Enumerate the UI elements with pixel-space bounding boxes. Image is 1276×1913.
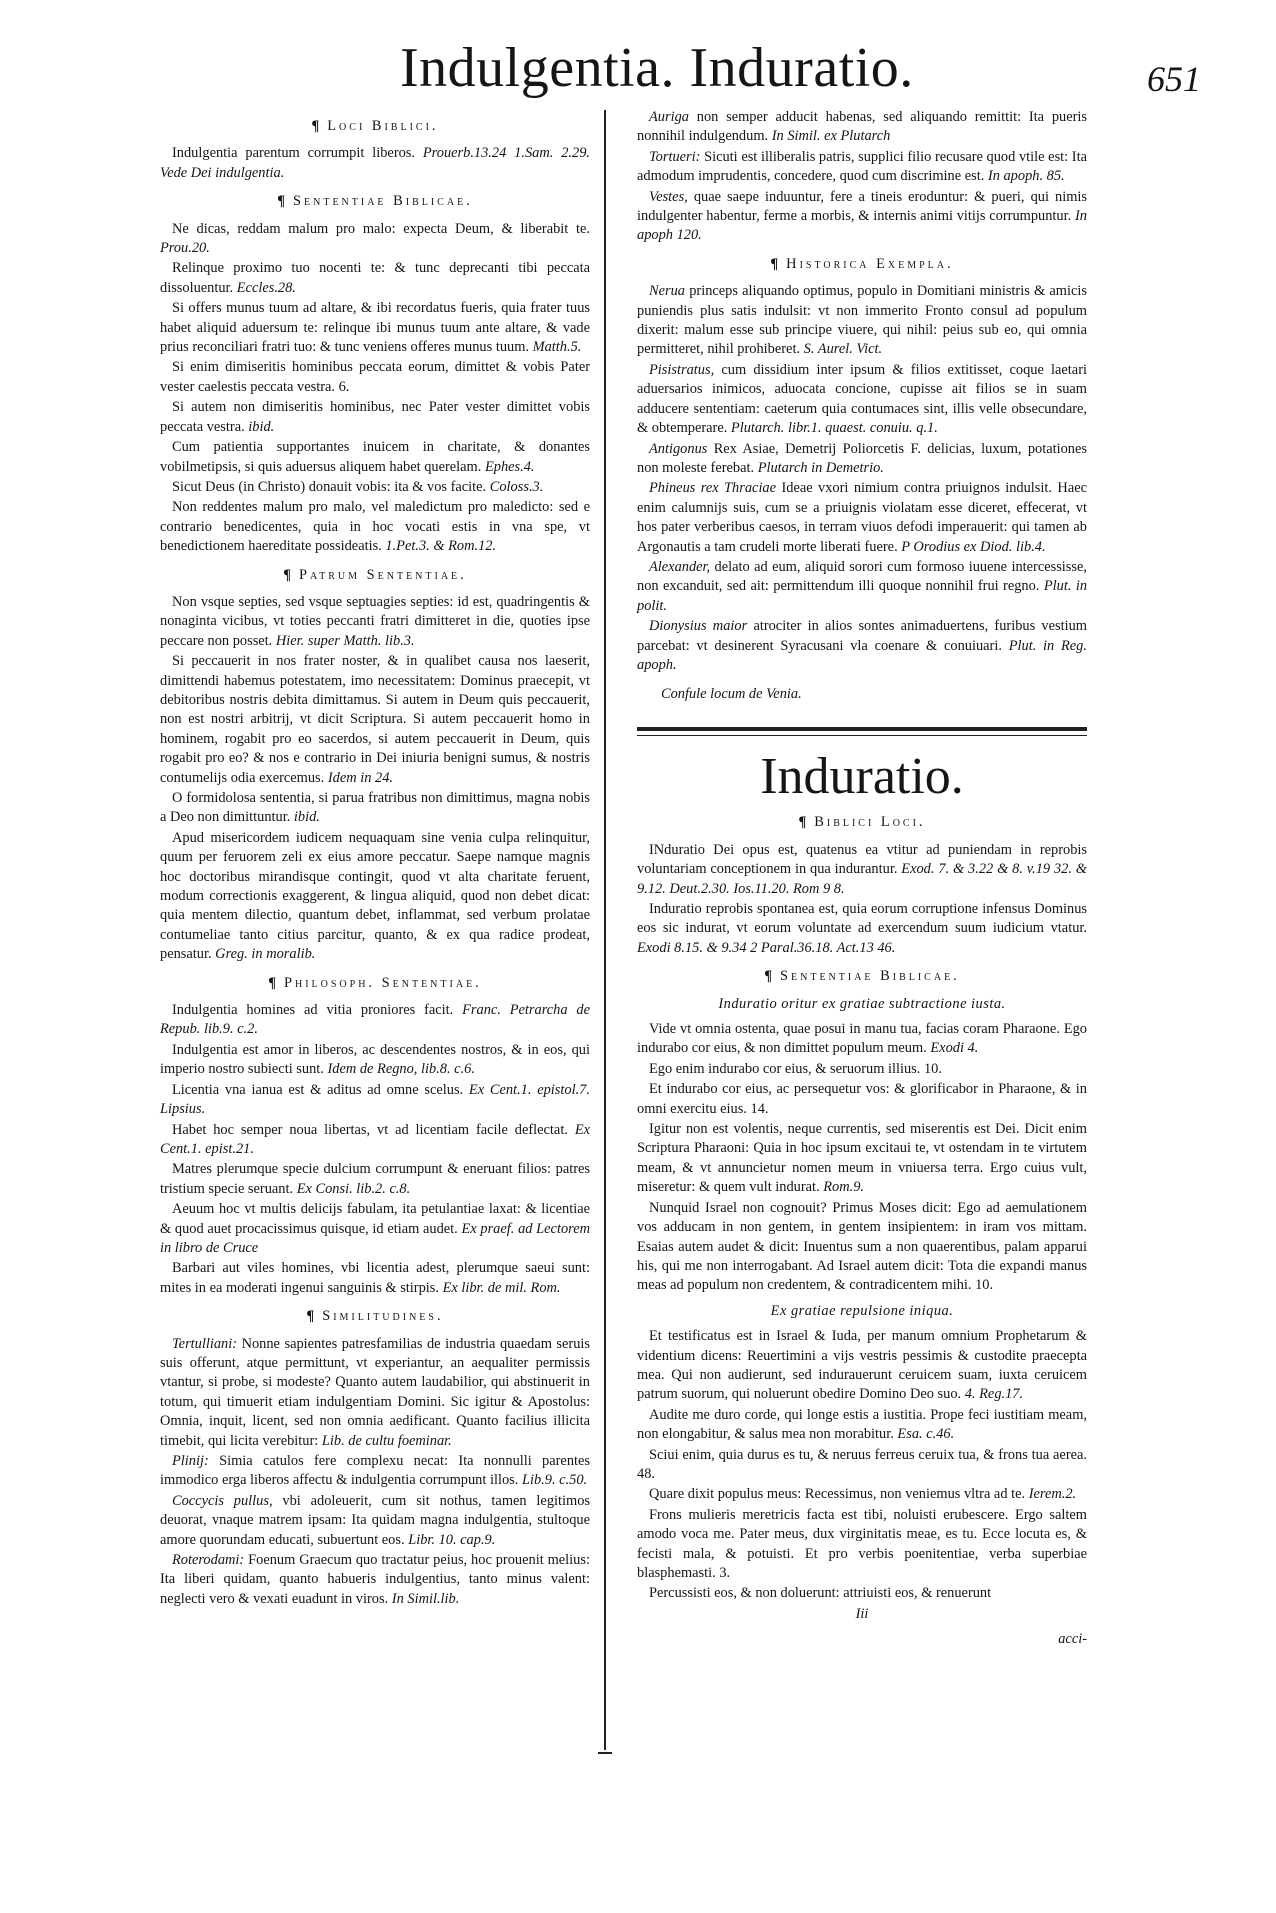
section-heading [637,255,1087,274]
entry [637,617,1087,675]
entry [637,1120,1087,1198]
section-heading [160,1307,590,1326]
entry-reference: S. Aurel. Vict. [803,341,883,358]
entry-text: Quare dixit populus meus: Recessimus, non veniemus vltra ad te. [649,1486,1026,1503]
entry-lead: Antigonus [649,440,708,457]
entry [160,498,590,556]
entry-text: INduratio Dei opus est, quatenus ea vtitur ad puniendam in reprobis voluntariam conceptionem in qua indurantur. [637,841,1087,878]
entry [160,1081,590,1120]
entry-reference: Plut. in Reg. apoph. [637,637,1087,673]
entry [637,1020,1087,1059]
entry-reference: Esa. c.46. [897,1426,955,1443]
entry-lead: Vestes, [649,188,688,205]
entry-lead: Plinij: [172,1453,209,1469]
section-divider-thin [637,735,1087,736]
entry-reference: In Simil. ex Plutarch [771,128,891,145]
section-heading [637,813,1087,832]
entry-reference: Coloss.3. [489,478,544,495]
section-heading-text: Induratio oritur ex gratiae subtractione iusta. [718,995,1006,1012]
entry-reference: Plutarch in Demetrio. [757,459,884,476]
entry-reference: Ex praef. ad Lectorem in libro de Cruce [160,1220,590,1256]
entry-text: Matres plerumque specie dulcium corrumpunt & eneruant filios: patres tristium specie seruant. [160,1161,590,1197]
entry-reference: Ex Consi. lib.2. c.8. [296,1180,411,1197]
entry [637,841,1087,899]
entry [160,1001,590,1040]
entry-lead: Coccycis pullus, [172,1492,273,1509]
entry [160,299,590,357]
entry-reference: Ierem.2. [1028,1486,1077,1503]
entry-text: Percussisti eos, & non doluerunt: attriuisti eos, & renuerunt [649,1585,992,1602]
entry-reference: Greg. in moralib. [215,946,316,963]
entry-text: Indulgentia est amor in liberos, ac descendentes nostros, & in eos, qui imperio nostro subiecti sunt. [160,1041,590,1078]
entry-text: Et indurabo cor eius, ac persequetur vos: & glorificabor in Pharaone, & in omni exercitu eius. 14. [637,1081,1087,1117]
entry-text: Si autem non dimiseritis hominibus, nec Pater vester dimittet vobis peccata vestra. [160,399,590,435]
induratio-section [637,813,1087,1603]
column-rule-end [598,1742,612,1754]
entry [160,438,590,477]
entry-text: Sicut Deus (in Christo) donauit vobis: ita & vos facite. [172,478,487,495]
entry-reference: Hier. super Matth. lib.3. [275,632,415,649]
entry [160,789,590,828]
entry-reference: Plutarch. libr.1. quaest. conuiu. q.1. [730,420,938,437]
entry-lead: Auriga [649,109,689,125]
entry-text: Nunquid Israel non cognouit? Primus Moses dicit: Ego ad aemulationem vos adducam in non gentem, in gentem insipientem: in iram vos mittam. Esaias autem audet & dicit: Inuentus sum a non quaerentibus, palam apparui his, qui me non interrogabant. Ad Israel autem dicit: Tota die expandi manus meas ad populum non credentem, & contradicentem mihi. 10. [637,1199,1087,1294]
entry-lead: Phineus rex Thraciae [649,480,777,497]
entry-text: Vide vt omnia ostenta, quae posui in manu tua, facias coram Pharaone. Ego indurabo cor eius, & non dimittet populum meum. [637,1021,1087,1057]
entry-reference: Eccles.28. [236,279,296,296]
entry-reference: Exodi 4. [930,1040,979,1057]
entry [160,1041,590,1080]
section-heading-text: Sententiae Biblicae. [293,193,473,210]
entry [637,1446,1087,1485]
entry-lead: Alexander, [649,558,711,575]
similitudines-continued [637,108,1087,246]
entry-reference: Lib. de cultu foeminar. [321,1432,452,1449]
entry [160,1452,590,1491]
entry-text: Si offers munus tuum ad altare, & ibi recordatus fueris, quia frater tuus habet aliquid aduersum te: relinque ibi munus tuum ante altare, & vade prius reconciliari fratri tuo: & tunc veniens offeres munus tuum. [160,300,590,356]
entry [160,1160,590,1199]
entry [637,1199,1087,1296]
entry-text: Frons mulieris meretricis facta est tibi, noluisti erubescere. Ergo saltem amodo voca me. Pater meus, dux virginitatis meae, es tu. Ecce locuta es, & fecisti mala, & potuisti. Et pro verbis poenitentiae, verba superbiae blasphemasti. 3. [637,1506,1087,1581]
entry-reference: Exod. 7. & 3.22 & 8. v.19 32. & 9.12. Deut.2.30. Ios.11.20. Rom 9 8. [637,861,1087,897]
pilcrow-mark: ¶ [770,255,779,272]
entry-reference: In Simil.lib. [391,1590,460,1607]
page-number: 651 [1147,59,1201,99]
entry-text: Nonne sapientes patresfamilias de industria quaedam seruis suis offerunt, atque permittunt, vt experiantur, an aequaliter permissis vtantur, si probe, si modeste? Quanto autem laudabilior, qui abstinuerit in totum, qui timuerit etiam indulgentiam Domini. Sic igitur & Apostolus: Omnia, inquit, licent, sed non omnia aedificant. Quanto facilius illicita timebit, qui licita verebitur: [160,1335,590,1449]
entry-reference: Ephes.4. [484,458,535,475]
right-column [637,108,1087,1650]
entry-text: Foenum Graecum quo tractatur peius, hoc prouenit melius: Ita liberi quidam, quanto habueris indulgentius, tanto minus valent: neglecti vero & vexati euadunt in viros. [160,1552,590,1607]
entry [637,1080,1087,1119]
entry-reference: 1.Pet.3. & Rom.12. [385,538,497,555]
entry [160,1259,590,1298]
entry-reference: Idem in 24. [327,769,394,786]
entry-text: Sicuti est illiberalis patris, supplici filio recusare quod vtile est: Ita admodum imprudentis, concedere, quod cum discrimine est. [637,148,1087,185]
entry-text: Sciui enim, quia durus es tu, & neruus ferreus ceruix tua, & frons tua aerea. 48. [637,1446,1087,1482]
entry-text: Simia catulos fere complexu necat: Ita nonnulli parentes immodico erga liberos affectu & indulgentia corrumpunt illos. [160,1453,590,1489]
entry [160,259,590,298]
entry-reference: In apoph. 85. [987,168,1065,185]
entry-text: Rex Asiae, Demetrij Poliorcetis F. delicias, luxum, potationes non moleste ferebat. [637,440,1087,476]
entry [637,148,1087,187]
entry-lead: Roterodami: [172,1552,245,1569]
entry-text: Aeuum hoc vt multis delicijs fabulam, ita petulantiae laxat: & licentiae & quod auet procacissimus quisque, id etiam audet. [160,1201,590,1237]
entry [160,1121,590,1160]
entry [160,398,590,437]
entry [637,1060,1087,1079]
entry [637,361,1087,439]
entry [637,1485,1087,1504]
entry [637,479,1087,557]
section-divider [637,727,1087,731]
entry-text: delato ad eum, aliquid sorori cum formoso iuuene intercessisse, non excanduit, sed ait: permittendum illi quoque nonnihil frui regno. [637,558,1087,595]
entry [637,1506,1087,1584]
entry [160,829,590,965]
entry-text: Induratio reprobis spontanea est, quia eorum corruptione infensus Dominus eos sic indurat, vt eorum voluntate ad exercendum suum iudicium vtatur. [637,901,1087,937]
entry-reference: Rom.9. [823,1179,865,1196]
entry [637,1327,1087,1405]
entry-reference: Libr. 10. cap.9. [408,1531,496,1548]
entry [637,900,1087,958]
section-heading [160,192,590,211]
column-rule [604,110,606,1750]
entry-text: Igitur non est volentis, neque currentis, sed miserentis est Dei. Dicit enim Scriptura Pharaoni: Quia in hoc ipsum excitaui te, vt ostendam in te virtutem meam, & vt annuncietur nomen meum in vniuersa terra. Ergo cuius vult, miseretur: & quem vult indurat. [637,1121,1087,1196]
entry-text: atrociter in alios sontes animaduertens, furibus vestium parcebat: vt desinerent Syracusani vla coenare & conuiuari. [637,618,1087,654]
section-heading [637,1302,1087,1321]
entry [160,220,590,259]
entry-text: O formidolosa sententia, si parua fratribus non dimittimus, magna nobis a Deo non dimittuntur. [160,790,590,826]
entry [160,1551,590,1609]
entry [637,558,1087,616]
section-heading [160,974,590,993]
entry [637,440,1087,479]
entry [160,593,590,651]
entry-reference: Lib.9. c.50. [521,1472,588,1489]
entry-text: princeps aliquando optimus, populo in Domitiani ministris & amicis puniendis plus satis indulsit: vt non immerito Fronto consul ad populum dixerit: malum esse sub principe viuere, qui nihil: peius sub eo, qui omnia permitteret, nihil prohiberet. [637,283,1087,358]
entry-text: cum dissidium inter ipsum & filios extitisset, coque laetari aduersarios inimicos, aduocata concione, cupisse ait filios se in suam adducere sententiam: caeterum quia contumaces sint, illis velle obsecundare, & obtemperare. [637,361,1087,437]
historica-exempla-section [637,255,1087,676]
entry-reference: Ex Cent.1. epistol.7. Lipsius. [160,1081,590,1118]
entry [637,188,1087,246]
left-column [160,108,590,1610]
entry-lead: Pisistratus, [649,361,715,378]
entry [637,1584,1087,1603]
entry-reference: Ex libr. de mil. Rom. [442,1279,561,1296]
section-heading [160,566,590,585]
running-head: Indulgentia. Induratio. [400,37,914,99]
entry [160,144,590,183]
entry-text: Ne dicas, reddam malum pro malo: expecta Deum, & liberabit te. [172,220,590,237]
entry-text: Relinque proximo tuo nocenti te: & tunc deprecanti tibi peccata dissoluentur. [160,260,590,296]
entry-reference: Prouerb.13.24 1.Sam. 2.29. Vede Dei indulgentia. [160,145,590,181]
entry-text: Si peccauerit in nos frater noster, & in qualibet causa nos laeserit, dimittendi habemus potestatem, imo necessitatem: Dominus praecepit, vt debitoribus nostris debita dimittamus. Si autem in Deum quis peccauerit, non est nostri arbitrij, vt dicit Scriptura. Si autem peccauerit homo in hominem, rogabit pro eo sacerdos, si autem peccauerit in Deum, quis rogabit pro eo? & nos e contrario in Dei iniuria benigni sumus, & nostris contumelijs odia exercemus. [160,653,590,786]
entry-reference: ibid. [293,809,320,826]
entry-text: quae saepe induuntur, fere a tineis eroduntur: & pueri, qui nimis indulgenter habentur, ferme a morbis, & internis animi vitijs corrumpuntur. [637,188,1087,225]
section-heading [637,995,1087,1014]
entry-reference: ibid. [248,418,275,435]
entry-reference: In apoph 120. [637,208,1087,244]
section-heading-text: Loci Biblici. [327,118,439,134]
entry [637,282,1087,360]
entry-text: Indulgentia homines ad vitia proniores facit. [172,1002,454,1019]
entry-text: Ideae vxori nimium contra priuignos indulsit. Haec enim calumnijs suis, cum se a priuignis violatam esse diceret, effecerat, vt hos pater verberibus caesos, in terram viuos defodi imperauerit: qui tamen ab Argonautis a tam crudeli morte liberati fuere. [637,480,1087,555]
entry-lead: Tertulliani: [172,1335,238,1352]
entry [160,1335,590,1451]
pilcrow-mark: ¶ [798,814,807,831]
entry-text: Non reddentes malum pro malo, vel maledictum pro maledicto: sed e contrario benedicentes, quia in hoc vocati estis in vna spe, vt benedictionem haereditate possideatis. [160,499,590,555]
section-heading-text: Patrum Sententiae. [299,566,467,583]
entry [637,108,1087,147]
pilcrow-mark: ¶ [277,193,285,210]
section-heading-text: Similitudines. [322,1308,444,1325]
section-heading-text: Sententiae Biblicae. [780,968,960,985]
pilcrow-mark: ¶ [268,974,276,991]
entry [160,652,590,788]
entry-reference: 4. Reg.17. [964,1386,1024,1403]
signature-mark: Iii [855,1605,869,1622]
pilcrow-mark: ¶ [764,968,772,985]
section-title-induratio: Induratio. [760,747,964,805]
cross-reference: Confule locum de Venia. [661,686,802,703]
entry [637,1406,1087,1445]
entry-reference: Matth.5. [532,339,582,356]
entry-text: Licentia vna ianua est & aditus ad omne scelus. [172,1081,464,1098]
entry-text: Ego enim indurabo cor eius, & seruorum illius. 10. [649,1060,942,1077]
entry-reference: Exodi 8.15. & 9.34 2 Paral.36.18. Act.13 46. [637,939,896,956]
entry [160,478,590,497]
entry-text: vbi adoleuerit, cum sit nothus, tamen legitimos deuorat, vnaque matrem ipsam: Ita quidam magna indulgentia, stultoque amore quorundam educati, subuertunt eos. [160,1492,590,1548]
entry-reference: Ex Cent.1. epist.21. [160,1121,590,1157]
entry-reference: Idem de Regno, lib.8. c.6. [327,1061,475,1078]
pilcrow-mark: ¶ [311,118,320,134]
entry-text: Si enim dimiseritis hominibus peccata eorum, dimittet & vobis Pater vester caelestis peccata vestra. 6. [160,359,590,395]
entry-lead: Dionysius maior [649,618,748,635]
section-heading-text: Philosoph. Sententiae. [283,974,482,991]
entry-reference: Franc. Petrarcha de Repub. lib.9. c.2. [160,1002,590,1038]
entry-text: non semper adducit habenas, sed aliquando remittit: Ita pueris nonnihil indulgendum. [637,109,1087,145]
entry-text: Non vsque septies, sed vsque septuagies septies: id est, quadringentis & nonaginta vicibus, vt toties peccanti fratri dimitteret in die, quoties ipse peccare non posset. [160,593,590,649]
entry-reference: Plut. in polit. [637,578,1088,614]
pilcrow-mark: ¶ [283,566,292,583]
entry [160,358,590,397]
entry-text: Apud misericordem iudicem nequaquam sine venia culpa relinquitur, quum per feruorem zeli ex eius amore peccatur. Saepe namque magnis hoc doctoribus mirandisque contingit, quod vt alta charitate feruent, modum correctionis exaggerent, & lingua aliquid, quod non debet dicat: quia mentem dilectio, quantum debet, inflammat, sed verbum prolatae contumeliae tanto citius parcitur, quanto, & ex qua radice prodeat, pensatur. [160,829,590,963]
section-heading-text: Historica Exempla. [786,255,954,272]
section-heading [160,117,590,136]
entry-text: Habet hoc semper noua libertas, vt ad licentiam facile deflectat. [172,1121,568,1138]
section-heading-text: Ex gratiae repulsione iniqua. [770,1302,954,1319]
entry-reference: P Orodius ex Diod. lib.4. [901,538,1046,555]
entry-text: Cum patientia supportantes inuicem in charitate, & donantes vobilmetipsis, si quis aduersus aliquem habet querelam. [160,439,590,475]
pilcrow-mark: ¶ [306,1308,315,1325]
entry [160,1200,590,1258]
entry-text: Audite me duro corde, qui longe estis a iustitia. Prope feci iustitiam meam, non elongabitur, & salus mea non morabitur. [637,1406,1087,1443]
catchword: acci- [1058,1631,1087,1648]
entry-text: Et testificatus est in Israel & Iuda, per manum omnium Prophetarum & videntium dicens: Reuertimini a vijs vestris pessimis & custodite praecepta mea. Qui non audierunt, sed indurauerunt ceruicem suam, iuxta ceruicem patrum suorum, qui noluerunt obedire Domino Deo suo. [637,1328,1087,1403]
entry-reference: Prou.20. [160,240,210,257]
entry-lead: Nerua [649,283,685,300]
section-heading [637,967,1087,986]
entry-text: Indulgentia parentum corrumpit liberos. [172,145,416,162]
entry [160,1492,590,1550]
section-heading-text: Biblici Loci. [814,814,926,831]
entry-text: Barbari aut viles homines, vbi licentia adest, plerumque saeui sunt: mites in ea moderati ingenui sanguinis & stirpis. [160,1260,590,1296]
entry-lead: Tortueri: [649,148,701,165]
